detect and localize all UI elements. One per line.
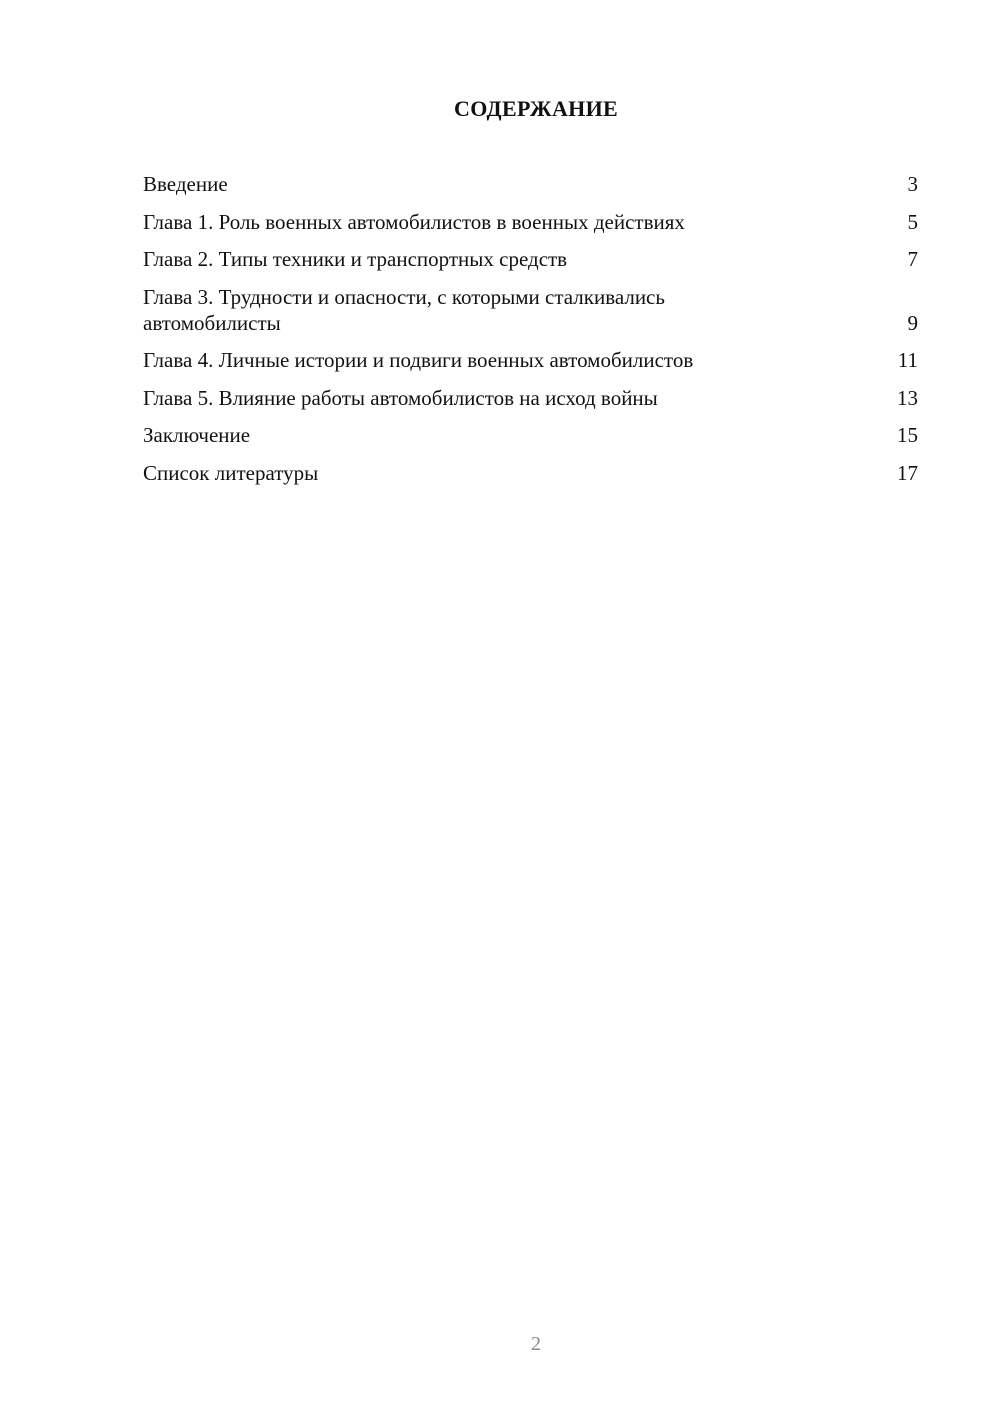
toc-entry-chapter-1 — [143, 209, 918, 235]
toc-entry-page: 3 — [907, 172, 918, 196]
toc-entry-title: Глава 2. Типы техники и транспортных средств — [143, 247, 568, 271]
toc-entry-page: 5 — [907, 209, 918, 234]
toc-entry-title: Глава 3. Трудности и опасности, с которыми сталкивались автомобилисты — [143, 284, 665, 335]
toc-list — [143, 171, 918, 497]
toc-entry-introduction — [143, 171, 918, 197]
toc-entry-references — [143, 460, 918, 486]
toc-entry-page: 7 — [907, 247, 918, 271]
toc-entry-title: Глава 1. Роль военных автомобилистов в военных действиях — [143, 209, 685, 234]
toc-entry-page: 17 — [897, 460, 918, 485]
page-number: 2 — [531, 1333, 541, 1355]
toc-entry-page: 11 — [897, 348, 918, 372]
toc-entry-page: 15 — [897, 423, 918, 447]
toc-entry-conclusion — [143, 422, 918, 448]
toc-entry-chapter-2 — [143, 246, 918, 272]
toc-entry-title: Заключение — [143, 423, 251, 447]
toc-heading: СОДЕРЖАНИЕ — [454, 96, 618, 121]
toc-entry-page: 13 — [897, 385, 918, 410]
toc-entry-title: Список литературы — [143, 460, 319, 485]
toc-entry-chapter-4 — [143, 347, 918, 373]
toc-entry-title: Глава 4. Личные истории и подвиги военных автомобилистов — [143, 348, 694, 372]
toc-entry-title: Введение — [143, 172, 228, 196]
toc-entry-title: Глава 5. Влияние работы автомобилистов на исход войны — [143, 385, 658, 410]
toc-entry-chapter-3 — [143, 284, 918, 336]
toc-entry-page: 9 — [907, 310, 918, 335]
toc-entry-chapter-5 — [143, 385, 918, 411]
